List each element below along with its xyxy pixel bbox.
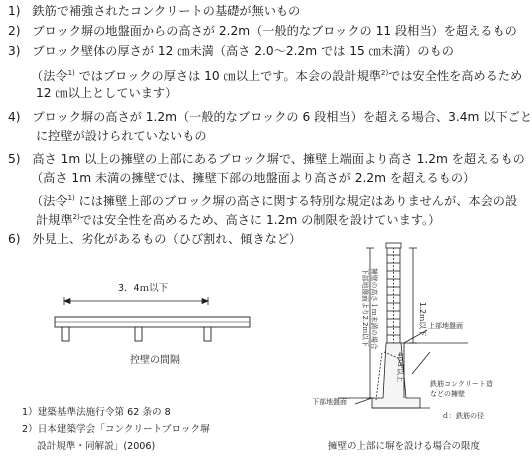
rebar-diameter-label: ｄ：鉄筋の径	[442, 412, 484, 420]
footnote-2-cont: 設計規準・同解説」(2006)	[37, 441, 156, 452]
criterion-2: 2) ブロック塀の地盤面からの高さが 2.2m（一般的なブロックの 11 段相当）を超えるもの	[8, 24, 517, 38]
anchor-length-label: 40ｄ以上	[396, 352, 404, 382]
right-figure-caption: 擁壁の上部に塀を設ける場合の限度	[328, 441, 481, 452]
criterion-6: 6) 外見上、劣化があるもの（ひび割れ、傾きなど）	[8, 232, 302, 246]
condition-note-b: 下部地盤面より2.2ｍ以下	[361, 268, 369, 347]
criterion-5-note-2: （法令$^{1)}$ には擁壁上部のブロック塀の高さに関する特別な規定はありませんが、本会の設	[31, 194, 518, 208]
height-limit-label: 1.2ｍ以下	[418, 302, 427, 337]
condition-note-a: 擁壁の高さ１ｍ未満の場合	[370, 268, 378, 350]
leader-line	[355, 398, 372, 404]
upper-ground-label: 上部地盤面	[428, 322, 463, 330]
criterion-4-cont: に控壁が設けられていないもの	[36, 129, 207, 143]
footnote-2: 2）日本建築学会「コンクリートブロック塀	[22, 424, 210, 435]
criterion-4: 4) ブロック塀の高さが 1.2m（一般的なブロックの 6 段相当）を超える場合、3.4m 以下ごと	[8, 110, 532, 124]
retaining-wall	[372, 343, 420, 408]
criterion-5-note: （高さ 1m 未満の擁壁では、擁壁下部の地盤面より高さが 2.2m を超えるもの）	[31, 171, 476, 185]
left-figure-caption: 控壁の間隔	[130, 355, 180, 366]
criterion-5-note-3: 計規準$^{2)}$では安全性を高めるため、高さに 1.2m の制限を設けています。）	[36, 213, 441, 227]
criterion-3: 3) ブロック壁体の厚さが 12 ㎝未満（高さ 2.0～2.2m では 15 ㎝未満）のもの	[8, 44, 454, 58]
criterion-3-note-cont: 12 ㎝以上としています）	[36, 86, 178, 100]
leader-line	[412, 352, 430, 374]
concrete-wall-label-2: などの擁壁	[430, 390, 465, 398]
lower-ground-label: 下部地盤面	[312, 398, 347, 406]
criterion-1: 1) 鉄筋で補強されたコンクリートの基礎が無いもの	[8, 4, 301, 18]
dimension-label: 3．4ｍ以下	[118, 283, 169, 294]
footnote-1: 1）建築基準法施行令第 62 条の 8	[22, 407, 171, 418]
block-fence	[386, 243, 401, 360]
concrete-wall-label: 鉄筋コンクリート造	[430, 380, 493, 388]
criterion-3-note: （法令$^{1)}$ ではブロックの厚さは 10 ㎝以上です。本会の設計規準$^{2)}$では安全性を高めるため	[31, 69, 523, 83]
criterion-5: 5) 高さ 1m 以上の擁壁の上部にあるブロック塀で、擁壁上端面より高さ 1.2m を超えるもの	[8, 152, 525, 166]
